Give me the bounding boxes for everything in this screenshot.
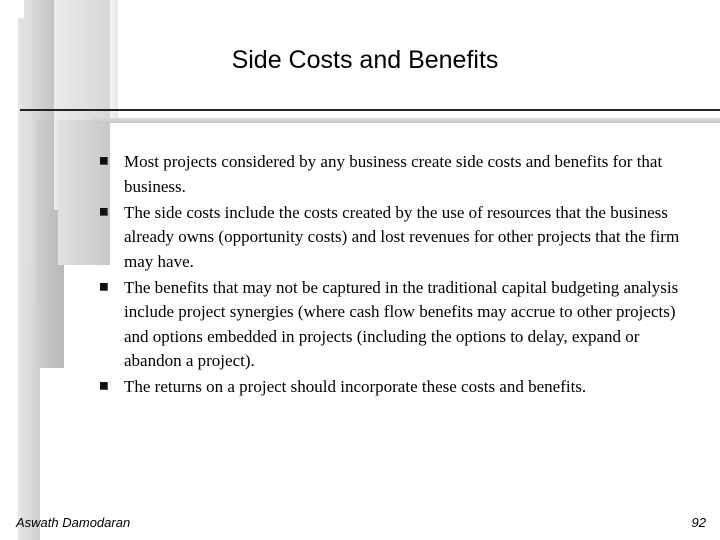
- footer-author: Aswath Damodaran: [16, 515, 131, 530]
- square-bullet-icon: [100, 208, 108, 216]
- bullet-text: The returns on a project should incorporate these costs and benefits.: [124, 377, 587, 396]
- bullet-text: Most projects considered by any business create side costs and benefits for that business.: [124, 152, 663, 196]
- square-bullet-icon: [100, 382, 108, 390]
- bullet-item: [96, 276, 700, 374]
- bullet-item: [96, 201, 700, 275]
- title-divider: [20, 109, 720, 111]
- bullet-item: [96, 150, 700, 199]
- square-bullet-icon: [100, 157, 108, 165]
- bullet-text: The side costs include the costs created by the use of resources that the business already owns (opportunity costs) and lost revenues for other projects that the firm may have.: [124, 202, 680, 271]
- title-divider-shadow: [92, 118, 720, 123]
- page-number: 92: [691, 515, 706, 530]
- bullet-text: The benefits that may not be captured in the traditional capital budgeting analysis include project synergies (where cash flow benefits may accrue to other projects) and options embedded in projects (including the options to delay, expand or abandon a project).: [124, 277, 679, 370]
- square-bullet-icon: [100, 283, 108, 291]
- decorative-bar: [110, 0, 118, 120]
- bullet-item: [96, 375, 700, 400]
- bullet-list: [96, 150, 700, 401]
- slide-title: Side Costs and Benefits: [231, 46, 499, 74]
